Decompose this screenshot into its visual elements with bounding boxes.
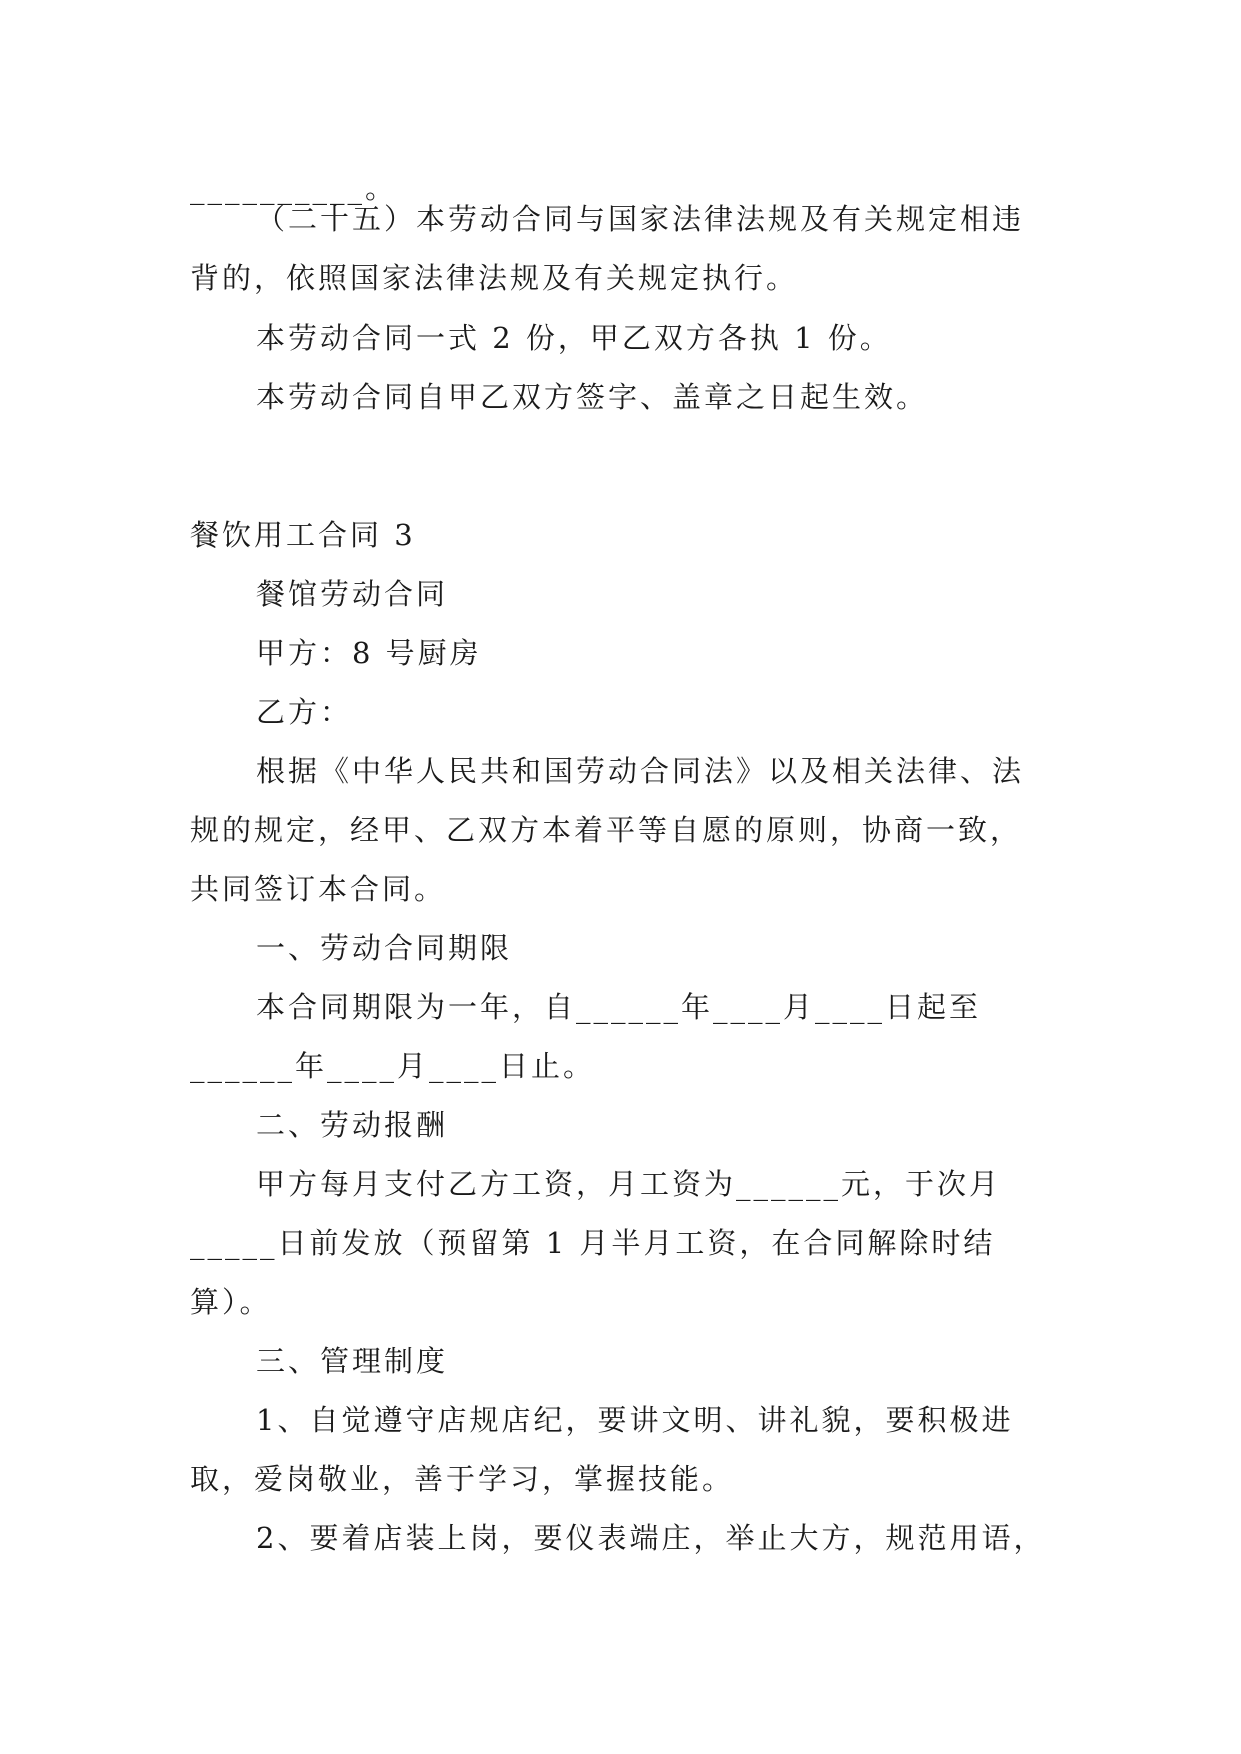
clause-25-line-1: （二十五）本劳动合同与国家法律法规及有关规定相违 bbox=[256, 202, 1025, 236]
preamble-line-2: 规的规定，经甲、乙双方本着平等自愿的原则，协商一致， bbox=[190, 813, 1023, 847]
copies-clause: 本劳动合同一式 2 份，甲乙双方各执 1 份。 bbox=[256, 321, 892, 355]
rule-1-line-2: 取，爱岗敬业，善于学习，掌握技能。 bbox=[190, 1462, 735, 1496]
rules-heading: 三、管理制度 bbox=[256, 1344, 449, 1378]
pay-line-1: 甲方每月支付乙方工资，月工资为______元，于次月 bbox=[256, 1167, 1002, 1201]
clause-25-line-2: 背的，依照国家法律法规及有关规定执行。 bbox=[190, 261, 799, 295]
rule-2-line-1: 2、要着店装上岗，要仪表端庄，举止大方，规范用语， bbox=[256, 1521, 1046, 1555]
term-line-2: ______年____月____日止。 bbox=[190, 1049, 596, 1083]
pay-line-2: _____日前发放（预留第 1 月半月工资，在合同解除时结 bbox=[190, 1226, 996, 1260]
rule-1-line-1: 1、自觉遵守店规店纪，要讲文明、讲礼貌，要积极进 bbox=[256, 1403, 1014, 1437]
term-heading: 一、劳动合同期限 bbox=[256, 931, 513, 965]
pay-heading: 二、劳动报酬 bbox=[256, 1108, 449, 1142]
section-heading: 餐饮用工合同 3 bbox=[190, 518, 416, 552]
pay-line-3: 算）。 bbox=[190, 1285, 272, 1319]
party-b: 乙方： bbox=[256, 695, 353, 729]
preamble-line-1: 根据《中华人民共和国劳动合同法》以及相关法律、法 bbox=[256, 754, 1025, 788]
blank-line-end: __________。 bbox=[190, 171, 398, 205]
preamble-line-3: 共同签订本合同。 bbox=[190, 872, 447, 906]
contract-title: 餐馆劳动合同 bbox=[256, 577, 449, 611]
term-line-1: 本合同期限为一年，自______年____月____日起至 bbox=[256, 990, 982, 1024]
party-a: 甲方：8 号厨房 bbox=[256, 636, 482, 670]
effective-clause: 本劳动合同自甲乙双方签字、盖章之日起生效。 bbox=[256, 380, 929, 414]
